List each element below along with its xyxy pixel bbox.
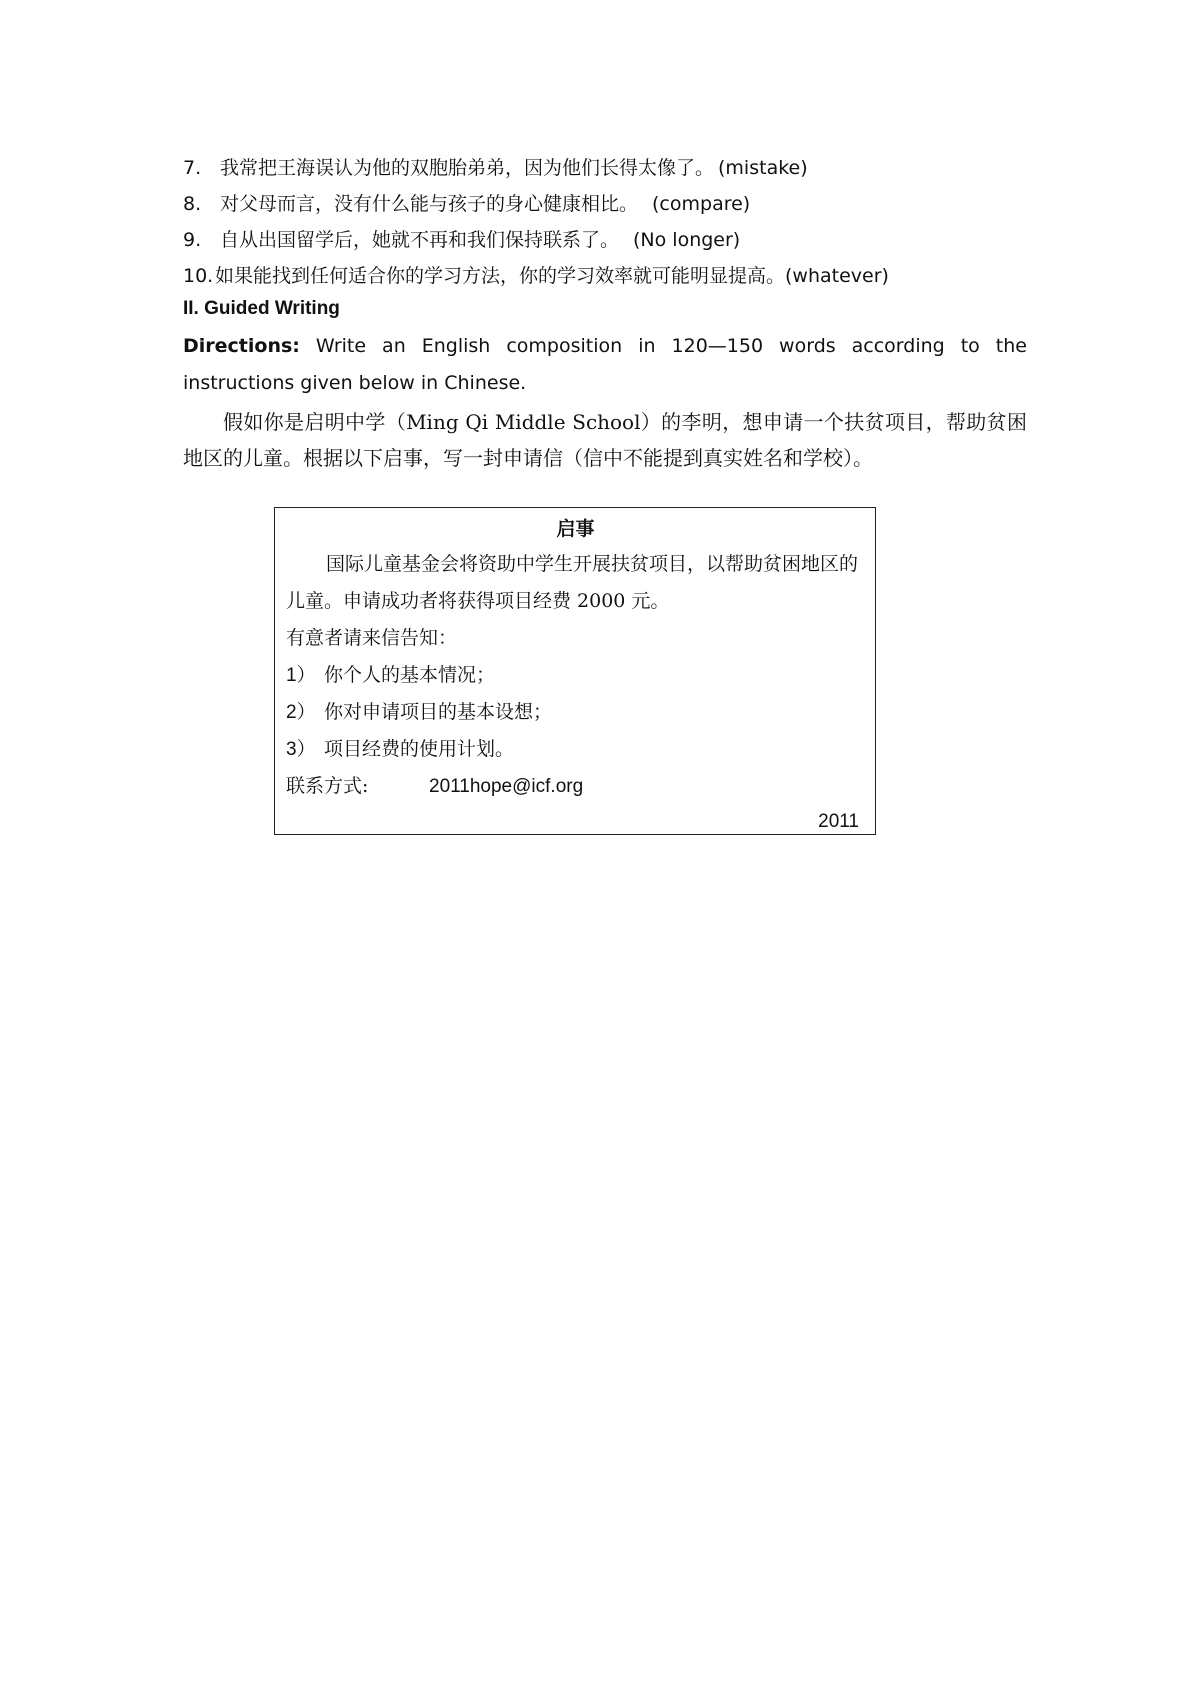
notice-item (286, 657, 865, 694)
notice-item-text: 你个人的基本情况； (324, 664, 496, 686)
notice-item (286, 731, 865, 768)
question-number: 8. (183, 193, 202, 215)
question-number: 7. (183, 157, 202, 179)
question-number: 9. (183, 229, 202, 251)
question-item-7 (183, 150, 1027, 186)
directions-paragraph (183, 328, 1027, 402)
contact-email: 2011hope@icf.org (429, 776, 584, 797)
notice-item-index: 1） (286, 665, 316, 686)
notice-contact (286, 768, 865, 805)
notice-item (286, 694, 865, 731)
question-hint: (No longer) (633, 229, 741, 251)
notice-item-index: 2） (286, 702, 316, 723)
notice-year: 2011 (818, 811, 859, 832)
question-item-10 (183, 258, 1027, 294)
question-hint: (whatever) (785, 265, 889, 287)
section-title: II. Guided Writing (183, 298, 340, 319)
notice-body: 国际儿童基金会将资助中学生开展扶贫项目，以帮助贫困地区的儿童。申请成功者将获得项目经费 2000 元。 (286, 553, 859, 612)
notice-item-text: 你对申请项目的基本设想； (324, 701, 553, 723)
question-text: 如果能找到任何适合你的学习方法，你的学习效率就可能明显提高。 (215, 265, 786, 287)
translation-question-list (183, 150, 1027, 294)
question-item-9 (183, 222, 1027, 258)
notice-item-text: 项目经费的使用计划。 (324, 738, 515, 760)
question-text: 我常把王海误认为他的双胞胎弟弟，因为他们长得太像了。 (220, 157, 715, 179)
notice-intro: 有意者请来信告知： (286, 627, 458, 649)
question-number: 10. (183, 265, 214, 287)
question-text: 自从出国留学后，她就不再和我们保持联系了。 (220, 229, 620, 251)
contact-label: 联系方式: (286, 775, 369, 797)
notice-item-index: 3） (286, 739, 316, 760)
writing-prompt: 假如你是启明中学（Ming Qi Middle School）的李明，想申请一个扶贫项目，帮助贫困地区的儿童。根据以下启事，写一封申请信（信中不能提到真实姓名和学校）。 (183, 410, 1027, 470)
question-item-8 (183, 186, 1027, 222)
question-hint: (mistake) (718, 157, 808, 179)
notice-title: 启事 (556, 518, 595, 540)
question-hint: (compare) (652, 193, 751, 215)
directions-text: Write an English composition in 120—150 words according to the instructions given below in Chinese. (183, 335, 1027, 394)
directions-label: Directions: (183, 335, 300, 357)
question-text: 对父母而言，没有什么能与孩子的身心健康相比。 (220, 193, 639, 215)
notice-box (274, 507, 876, 835)
document-content (183, 150, 1027, 476)
